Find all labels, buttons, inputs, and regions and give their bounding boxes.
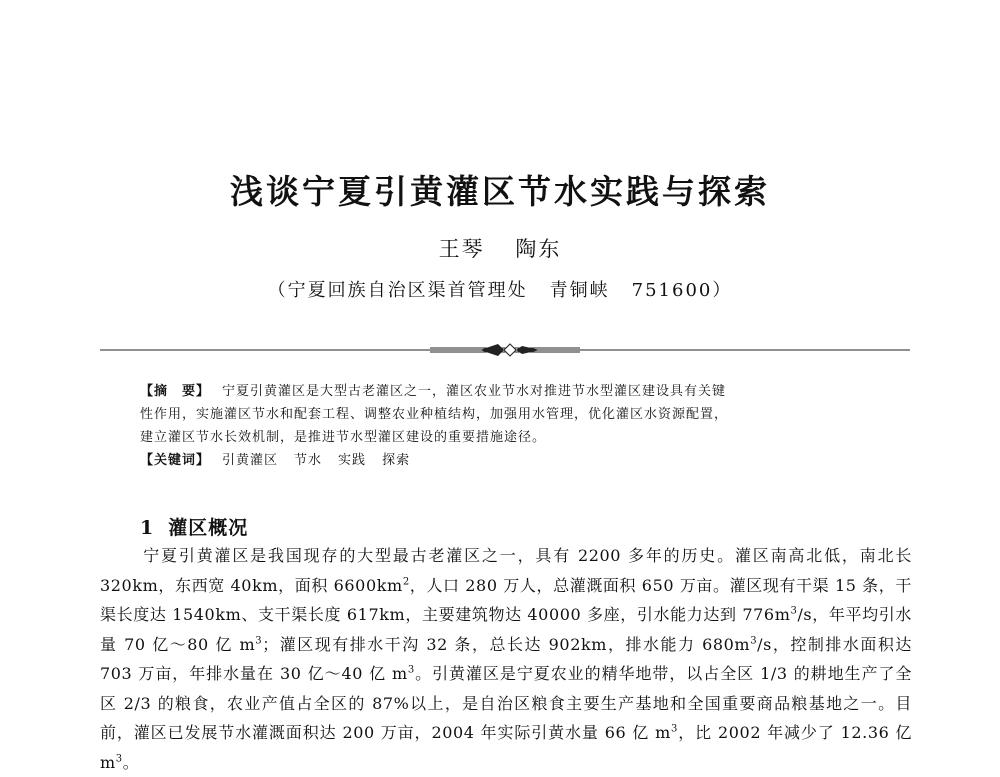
keywords-label: 【关键词】 [140,453,211,468]
affiliation-org: （宁夏回族自治区渠首管理处 [267,280,528,301]
abstract-text: 宁夏引黄灌区是大型古老灌区之一，灌区农业节水对推进节水型灌区建设具有关键 [222,384,727,399]
abstract-line: 建立灌区节水长效机制，是推进节水型灌区建设的重要措施途径。 [140,430,547,445]
keyword: 引黄灌区 [222,453,279,468]
body-text-run: ，比 2002 年减少了 12.36 亿 m [100,723,912,772]
abstract-line [140,380,885,403]
affiliation [0,276,1000,302]
abstract-block [140,380,885,472]
affiliation-postcode: 751600） [631,280,733,301]
body-paragraph [100,541,912,777]
divider-ornament-icon [480,344,504,356]
author-name: 王琴 [438,237,485,261]
body-text-run: 。 [122,752,140,772]
superscript: 3 [670,723,678,735]
article-title: 浅谈宁夏引黄灌区节水实践与探索 [230,172,770,211]
section-heading [140,513,248,540]
superscript: 3 [115,753,123,765]
body-text-run: ，人口 280 万人，总灌溉面积 650 万亩。灌区现有干渠 15 条，干渠长度达 1540km、支干渠长度 617km，主要建筑物达 40000 多座，引水能力达到 776m [100,575,912,624]
abstract-label: 【摘 要】 [140,384,211,399]
keyword: 探索 [382,453,411,468]
body-text-run: /s，年平均引水量 70 亿～80 亿 m [100,605,912,654]
body-text-run: /s，控制排水面积达 703 万亩，年排水量在 30 亿～40 亿 m [100,634,912,683]
keyword: 节水 [294,453,323,468]
keywords-line [140,449,885,472]
superscript: 3 [407,664,415,676]
author-name: 陶东 [515,237,562,261]
ornamental-divider [100,340,910,360]
keyword: 实践 [338,453,367,468]
superscript: 3 [790,605,798,617]
body-text-run: ；灌区现有排水干沟 32 条，总长达 902km，排水能力 680m [262,634,751,654]
body-text-run: 宁夏引黄灌区是我国现存的大型最古老灌区之一，具有 2200 多年的历史。灌区南高北低，南北长 320km，东西宽 40km，面积 6600km [100,546,912,595]
abstract-line: 性作用，实施灌区节水和配套工程、调整农业种植结构，加强用水管理，优化灌区水资源配置， [140,407,729,422]
affiliation-place: 青铜峡 [549,280,610,301]
authors [0,233,1000,263]
body-text-run: 。引黄灌区是宁夏农业的精华地带，以占全区 1/3 的耕地生产了全区 2/3 的粮食，农业产值占全区的 87%以上，是自治区粮食主要生产基地和全国重要商品粮基地之一。目前，灌区已发展节水灌溉面积达 200 万亩，2004 年实际引黄水量 66 亿 m [100,664,912,742]
section-title: 灌区概况 [168,517,249,539]
superscript: 3 [255,635,263,647]
superscript: 3 [750,635,758,647]
section-number: 1 [140,517,155,539]
superscript: 2 [402,576,410,588]
